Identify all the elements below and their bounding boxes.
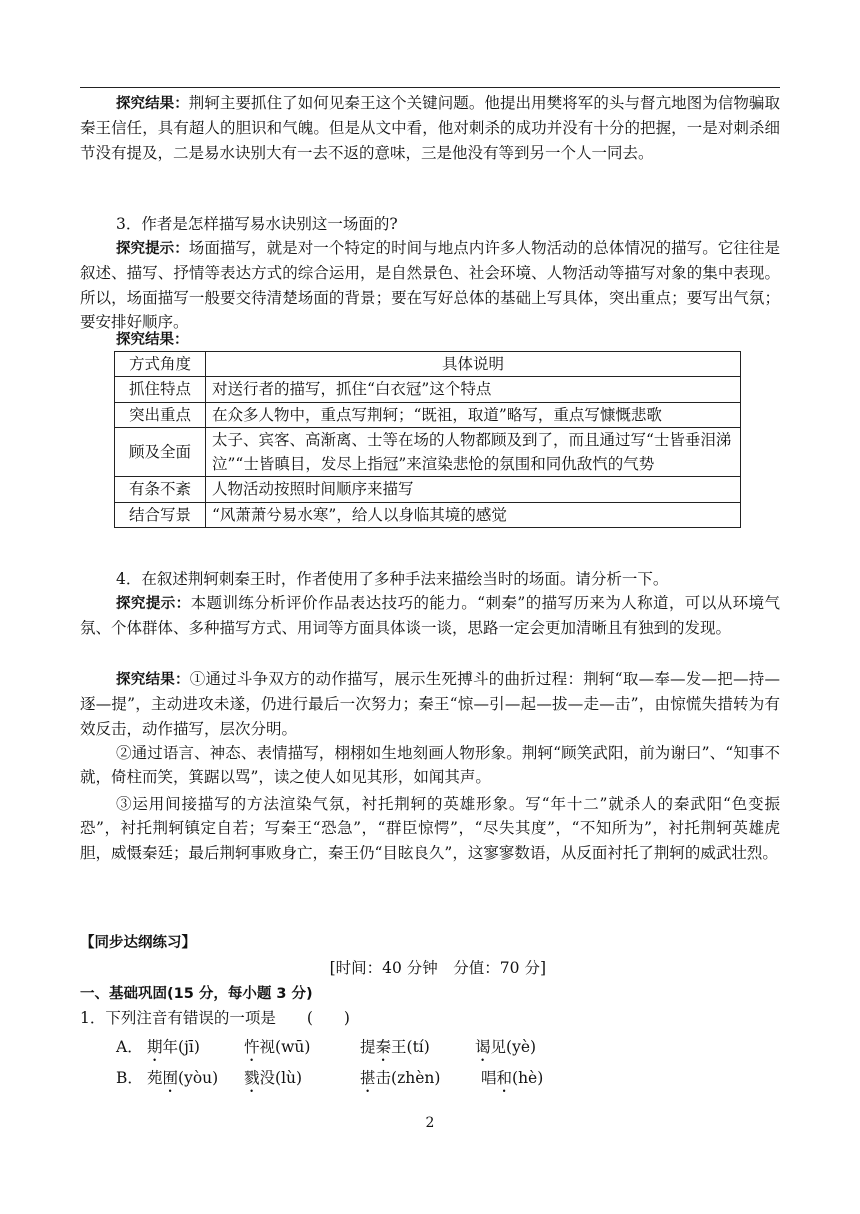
table-cell-aspect: 有条不紊 xyxy=(115,477,206,502)
option-b-item: 戮没(lù) xyxy=(244,1069,303,1087)
question-1: 1．下列注音有错误的一项是 ( ) xyxy=(80,1009,350,1027)
option-b-label: B． xyxy=(116,1069,143,1087)
question-4: 4．在叙述荆轲刺秦王时，作者使用了多种手法来描绘当时的场面。请分析一下。 xyxy=(116,570,669,588)
paragraph-hint-4 xyxy=(80,591,780,641)
table-row xyxy=(115,402,741,427)
table-header-row xyxy=(115,352,741,377)
table-cell-aspect: 结合写景 xyxy=(115,502,206,527)
table-row xyxy=(115,477,741,502)
page-number: 2 xyxy=(425,1115,435,1131)
hint-3-text: 场面描写，就是对一个特定的时间与地点内许多人物活动的总体情况的描写。它往往是叙述、描写、抒情等表达方式的综合运用，是自然景色、社会环境、人物活动等描写对象的集中表现。所以，场面描写一般要交待清楚场面的背景；要在写好总体的基础上写具体，突出重点；要写出气氛；要安排好顺序。 xyxy=(80,239,780,331)
label-result: 探究结果： xyxy=(116,672,190,688)
header-rule xyxy=(80,87,780,88)
table-row xyxy=(115,427,741,477)
table-cell-aspect: 顾及全面 xyxy=(115,427,206,477)
table-header-cell: 具体说明 xyxy=(206,352,741,377)
label-hint: 探究提示： xyxy=(116,241,189,257)
description-table xyxy=(114,351,741,528)
label-result: 探究结果： xyxy=(116,96,189,112)
option-b-item: 揕击(zhèn) xyxy=(360,1069,441,1087)
paragraph-point-2: ②通过语言、神态、表情描写，栩栩如生地刻画人物形象。荆轲“顾笑武阳，前为谢曰”、“知事不就，倚柱而笑，箕踞以骂”，读之使人如见其形，如闻其声。 xyxy=(80,744,780,787)
paragraph-hint-3 xyxy=(80,236,780,334)
option-b-item: 唱和(hè) xyxy=(481,1069,544,1087)
table-cell-detail: 对送行者的描写，抓住“白衣冠”这个特点 xyxy=(206,377,741,402)
label-result-3: 探究结果： xyxy=(116,332,189,348)
table-row xyxy=(115,502,741,527)
option-a-item: 提秦王(tí) xyxy=(360,1038,430,1056)
paragraph-result-4 xyxy=(80,667,780,741)
option-a-item: 忤视(wū) xyxy=(244,1038,311,1056)
part-1-heading: 一、基础巩固(15 分，每小题 3 分) xyxy=(80,986,313,1002)
option-a-label: A． xyxy=(116,1038,143,1056)
result-4-text: ①通过斗争双方的动作描写，展示生死搏斗的曲折过程：荆轲“取—奉—发—把—持—逐—提”，主动进攻未遂，仍进行最后一次努力；秦王“惊—引—起—拔—走—击”，由惊慌失措转为有效反击，动作描写，层次分明。 xyxy=(80,670,780,738)
table-cell-detail: “风萧萧兮易水寒”，给人以身临其境的感觉 xyxy=(206,502,741,527)
paragraph-result-1 xyxy=(80,91,780,165)
option-a-item: 谒见(yè) xyxy=(475,1038,537,1056)
result-1-text: 荆轲主要抓住了如何见秦王这个关键问题。他提出用樊将军的头与督亢地图为信物骗取秦王信任，具有超人的胆识和气魄。但是从文中看，他对刺杀的成功并没有十分的把握，一是对刺杀细节没有提及，二是易水诀别大有一去不返的意味，三是他没有等到另一个人一同去。 xyxy=(80,94,780,162)
table-cell-detail: 在众多人物中，重点写荆轲；“既祖，取道”略写，重点写慷慨悲歌 xyxy=(206,402,741,427)
label-hint: 探究提示： xyxy=(116,596,191,612)
question-3: 3．作者是怎样描写易水诀别这一场面的? xyxy=(116,215,398,233)
option-a-item: 期年(jī) xyxy=(147,1038,200,1056)
table-cell-aspect: 抓住特点 xyxy=(115,377,206,402)
table-cell-detail: 太子、宾客、高渐离、士等在场的人物都顾及到了，而且通过写“士皆垂泪涕泣”“士皆瞋目，发尽上指冠”来渲染悲怆的氛围和同仇敌忾的气势 xyxy=(206,427,741,477)
table-cell-aspect: 突出重点 xyxy=(115,402,206,427)
table-row xyxy=(115,377,741,402)
option-b-item: 苑囿(yòu) xyxy=(147,1069,219,1087)
hint-4-text: 本题训练分析评价作品表达技巧的能力。“刺秦”的描写历来为人称道，可以从环境气氛、个体群体、多种描写方式、用词等方面具体谈一谈，思路一定会更加清晰且有独到的发现。 xyxy=(80,594,781,638)
table-header-cell: 方式角度 xyxy=(115,352,206,377)
section-title: 【同步达纲练习】 xyxy=(80,935,196,951)
paragraph-point-3: ③运用间接描写的方法渲染气氛，衬托荆轲的英雄形象。写“年十二”就杀人的秦武阳“色变振恐”，衬托荆轲镇定自若；写秦王“恐急”，“群臣惊愕”，“尽失其度”，“不知所为”，衬托荆轲英雄虎胆，威慑秦廷；最后荆轲事败身亡，秦王仍“目眩良久”，这寥寥数语，从反面衬托了荆轲的威武壮烈。 xyxy=(80,795,780,862)
table-cell-detail: 人物活动按照时间顺序来描写 xyxy=(206,477,741,502)
time-info: [时间：40 分钟 分值：70 分] xyxy=(329,959,546,977)
